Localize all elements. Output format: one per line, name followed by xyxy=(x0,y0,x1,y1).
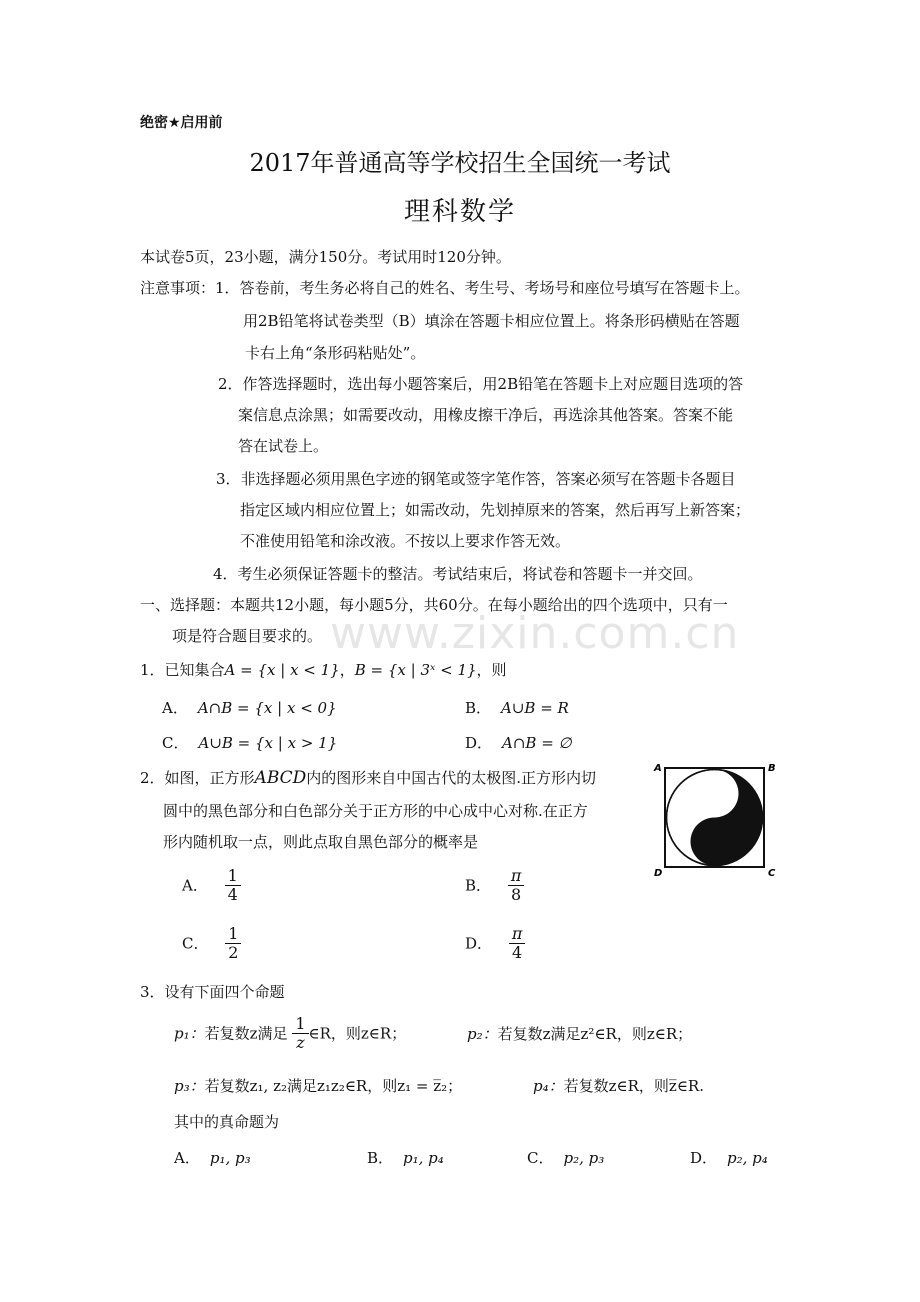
confidential-mark: 绝密★启用前 xyxy=(140,115,223,131)
q1-stem-prefix: 1．已知集合 xyxy=(140,661,225,679)
exam-title: 2017年普通高等学校招生全国统一考试 xyxy=(249,149,671,177)
q2-option-c: C． $\frac{1}{2}$ xyxy=(182,925,241,962)
note-2-line-3: 答在试卷上。 xyxy=(238,437,329,455)
q3-stem: 3．设有下面四个命题 xyxy=(140,983,285,1001)
q2-option-d: D． $\frac{\pi}{4}$ xyxy=(465,925,525,962)
q2-option-b: B． $\frac{\pi}{8}$ xyxy=(465,867,524,904)
figure-label-d: D xyxy=(654,868,663,879)
q2-square-name: ABCD xyxy=(254,768,307,788)
note-4: 4．考生必须保证答题卡的整洁。考试结束后，将试卷和答题卡一并交回。 xyxy=(213,565,703,583)
q1-option-d: D． A∩B = ∅ xyxy=(465,734,572,752)
q2-option-a: A． $\frac{1}{4}$ xyxy=(182,867,241,904)
q3-proposition-3: p₃：若复数z₁, z₂满足z₁z₂∈R，则z₁ = z̅₂； xyxy=(174,1077,463,1095)
watermark: www.zixin.com.cn xyxy=(330,608,740,659)
note-3-line-2: 指定区域内相应位置上；如需改动，先划掉原来的答案，然后再写上新答案； xyxy=(240,501,751,519)
figure-label-a: A xyxy=(654,763,662,774)
q3-option-d: D． p₂, p₄ xyxy=(690,1149,768,1167)
note-2-line-1: 2．作答选择题时，选出每小题答案后，用2B铅笔在答题卡上对应题目选项的答 xyxy=(218,375,744,393)
q3-proposition-2: p₂：若复数z满足z²∈R，则z∈R； xyxy=(467,1025,693,1043)
note-3-line-1: 3．非选择题必须用黑色字迹的钢笔或签字笔作答，答案必须写在答题卡各题目 xyxy=(216,470,736,488)
notes-label: 注意事项： xyxy=(140,279,216,297)
note-3-line-3: 不准使用铅笔和涂改液。不按以上要求作答无效。 xyxy=(240,532,571,550)
section-heading-line-2: 项是符合题目要求的。 xyxy=(172,627,323,645)
figure-label-b: B xyxy=(768,763,776,774)
taiji-symbol xyxy=(667,770,763,866)
q3-proposition-1: p₁：若复数z满足 $\frac{1}{z}$ ∈R，则z∈R； xyxy=(174,1014,407,1052)
q3-true-prompt: 其中的真命题为 xyxy=(174,1113,280,1131)
q2-stem-line-3: 形内随机取一点，则此点取自黑色部分的概率是 xyxy=(163,833,479,851)
q1-set-b: B = {x | 3ˣ < 1} xyxy=(354,661,477,679)
note-1-line-1: 1．答卷前，考生务必将自己的姓名、考生号、考场号和座位号填写在答题卡上。 xyxy=(215,279,750,297)
q1-option-c: C． A∪B = {x | x > 1} xyxy=(162,734,338,752)
note-2-line-2: 案信息点涂黑；如需要改动，用橡皮擦干净后，再选涂其他答案。答案不能 xyxy=(238,406,734,424)
q2-stem-line-1: 2．如图，正方形ABCD内的图形来自中国古代的太极图.正方形内切 xyxy=(140,768,597,788)
q3-option-a: A． p₁, p₃ xyxy=(174,1149,251,1167)
note-1-line-3: 卡右上角“条形码粘贴处”。 xyxy=(245,344,426,362)
q1-option-a: A． A∩B = {x | x < 0} xyxy=(162,699,337,717)
section-heading-line-1: 一、选择题：本题共12小题，每小题5分，共60分。在每小题给出的四个选项中，只有一 xyxy=(140,596,728,614)
taiji-figure xyxy=(652,758,782,880)
q3-option-c: C． p₂, p₃ xyxy=(527,1149,605,1167)
q3-option-b: B． p₁, p₄ xyxy=(367,1149,444,1167)
q1-set-a: A = {x | x < 1} xyxy=(224,661,340,679)
q1-option-b: B． A∪B = R xyxy=(465,699,569,717)
q3-proposition-4: p₄：若复数z∈R，则z̅∈R. xyxy=(533,1077,704,1095)
q2-stem-line-2: 圆中的黑色部分和白色部分关于正方形的中心成中心对称.在正方 xyxy=(163,802,588,820)
note-1-line-2: 用2B铅笔将试卷类型（B）填涂在答题卡相应位置上。将条形码横贴在答题 xyxy=(243,312,740,330)
exam-subject: 理科数学 xyxy=(403,197,516,227)
q1-stem: 1．已知集合A = {x | x < 1}，B = {x | 3ˣ < 1}，则 xyxy=(140,661,507,679)
figure-label-c: C xyxy=(768,868,776,879)
intro-line: 本试卷5页，23小题，满分150分。考试用时120分钟。 xyxy=(140,248,511,266)
q1-stem-suffix: ，则 xyxy=(476,661,507,679)
